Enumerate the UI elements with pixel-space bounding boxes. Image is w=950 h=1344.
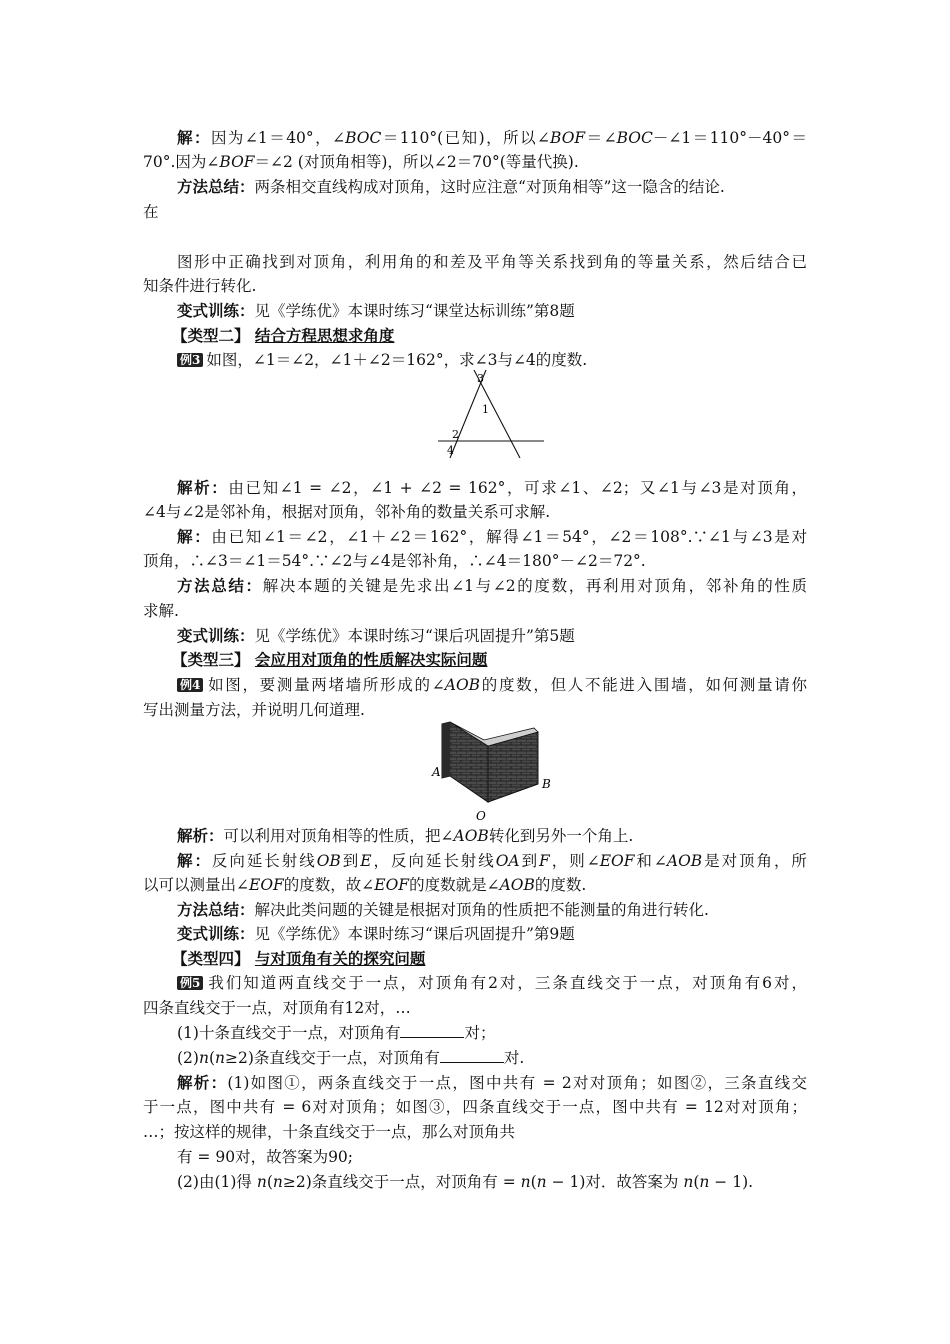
answer-blank-2 [440, 1048, 504, 1063]
method-summary-3: 方法总结：解决本题的关键是先求出∠1与∠2的度数，再利用对顶角，邻补角的性质 [177, 576, 807, 595]
analysis-5-line-3: …；按这样的规律，十条直线交于一点，那么对顶角共 [143, 1123, 516, 1141]
example-4-question: 例4 如图，要测量两堵墙所形成的∠AOB的度数，但人不能进入围墙，如何测量请你 [177, 674, 807, 696]
solution-3-line-2: 顶角，∴∠3＝∠1＝54°.∵∠2与∠4是邻补角，∴∠4＝180°－∠2＝72°. [143, 552, 646, 570]
label-angle-4: 4 [447, 444, 454, 457]
variant-training-3: 变式训练：见《学练优》本课时练习“课后巩固提升”第9题 [177, 924, 575, 943]
type-4-heading: 【类型四】 与对顶角有关的探究问题 [172, 949, 426, 968]
method-summary-1-end: 知条件进行转化. [143, 277, 257, 295]
example-5-part-1: (1)十条直线交于一点，对顶角有 对； [177, 1024, 496, 1042]
label-O: O [476, 809, 486, 823]
variant-training-2: 变式训练：见《学练优》本课时练习“课后巩固提升”第5题 [177, 626, 575, 645]
method-summary-1-cont: 图形中正确找到对顶角，利用角的和差及平角等关系找到角的等量关系，然后结合已 [177, 253, 807, 271]
example-4-question-end: 写出测量方法，并说明几何道理. [143, 701, 365, 719]
method-summary-3-end: 求解. [143, 602, 179, 620]
walls-figure [426, 718, 556, 824]
example-5-part-2: (2)n(n≥2)条直线交于一点，对顶角有 对. [177, 1049, 525, 1067]
variant-training-1: 变式训练：见《学练优》本课时练习“课堂达标训练”第8题 [177, 301, 575, 320]
solution-line-2: 70°.因为∠BOF＝∠2 (对顶角相等)，所以∠2＝70°(等量代换). [143, 153, 579, 171]
analysis-5-line-4: 有 = 90对，故答案为90; [177, 1148, 354, 1166]
label-B: B [542, 777, 551, 791]
solution-line-1: 解：因为∠1＝40°，∠BOC＝110°(已知)，所以∠BOF＝∠BOC－∠1＝110°－40°＝ [177, 128, 807, 147]
solution-4-line-2: 以可以测量出∠EOF的度数，故∠EOF的度数就是∠AOB的度数. [143, 876, 587, 894]
answer-blank-1 [400, 1023, 464, 1038]
solution-label: 解： [177, 128, 211, 147]
label-A: A [432, 765, 441, 779]
label-angle-3: 3 [477, 372, 484, 385]
analysis-5-line-2: 于一点，图中共有 = 6对对顶角；如图③，四条直线交于一点，图中共有 = 12对对顶角； [143, 1098, 807, 1116]
analysis-3-line-1: 解析：由已知∠1 = ∠2，∠1 + ∠2 = 162°，可求∠1、∠2；又∠1与∠3是对顶角， [177, 478, 807, 497]
angles-figure [436, 368, 548, 460]
label-angle-1: 1 [482, 403, 489, 416]
example-3-question: 例3 如图，∠1＝∠2，∠1＋∠2＝162°，求∠3与∠4的度数. [177, 349, 587, 371]
example-5-question-end: 四条直线交于一点，对顶角有12对，… [143, 999, 411, 1017]
wall-left-edge [442, 722, 450, 778]
example-badge: 例5 [177, 976, 203, 990]
example-5-question: 例5 我们知道两直线交于一点，对顶角有2对，三条直线交于一点，对顶角有6对， [177, 972, 807, 994]
example-badge: 例3 [177, 353, 203, 367]
analysis-3-line-2: ∠4与∠2是邻补角，根据对顶角，邻补角的数量关系可求解. [143, 503, 551, 521]
method-summary-4: 方法总结：解决此类问题的关键是根据对顶角的性质把不能测量的角进行转化. [177, 900, 709, 919]
analysis-5-line-5: (2)由(1)得 n(n≥2)条直线交于一点，对顶角有 = n(n − 1)对．故答案为 n(n − 1). [177, 1173, 754, 1191]
text-fragment: 在 [143, 203, 159, 221]
analysis-5-line-1: 解析：(1)如图①，两条直线交于一点，图中共有 = 2对对顶角；如图②，三条直线交 [177, 1073, 807, 1092]
solution-4-line-1: 解：反向延长射线OB到E，反向延长射线OA到F，则∠EOF和∠AOB是对顶角，所 [177, 851, 807, 870]
solution-3-line-1: 解：由已知∠1＝∠2，∠1＋∠2＝162°，解得∠1＝54°，∠2＝108°.∵∠1与∠3是对 [177, 527, 807, 546]
analysis-4: 解析：可以利用对顶角相等的性质，把∠AOB转化到另外一个角上. [177, 826, 634, 845]
example-badge: 例4 [177, 678, 203, 692]
type-3-heading: 【类型三】 会应用对顶角的性质解决实际问题 [172, 650, 488, 669]
type-2-heading: 【类型二】 结合方程思想求角度 [172, 326, 395, 345]
label-angle-2: 2 [452, 428, 459, 441]
method-summary-1: 方法总结：两条相交直线构成对顶角，这时应注意“对顶角相等”这一隐含的结论. [177, 177, 725, 196]
